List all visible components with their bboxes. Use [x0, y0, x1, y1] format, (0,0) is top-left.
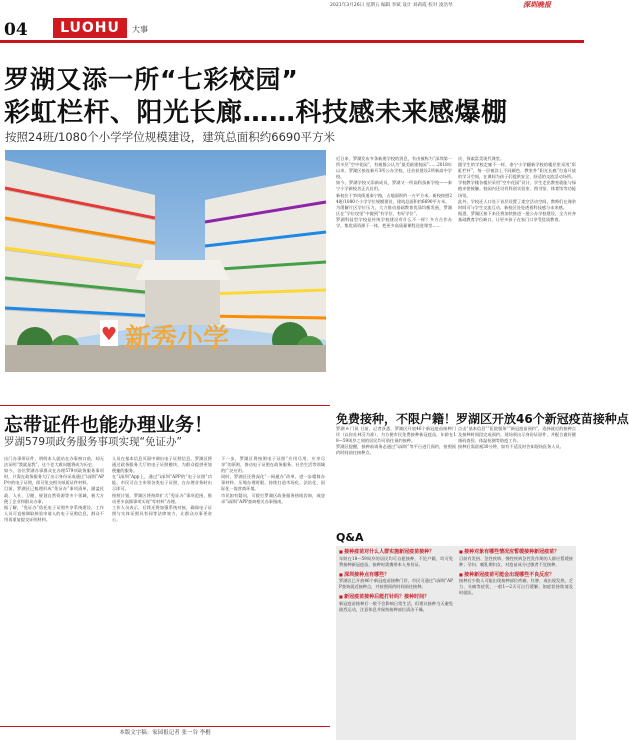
paragraph: 市民如有疑问，可拨打罗湖区政务服务热线咨询，或登录“i深圳”APP查询相关办事指南。 [221, 492, 325, 504]
article3-column-2 [458, 426, 576, 516]
paragraph: 新校位于笋岗街道泰宁路，占地面积约一万平方米。新校按照24班/1080个小学学位规模建设，建筑总面积约6690平方米。 [336, 192, 452, 204]
headline-subtitle: 按照24班/1080个小学学位规模建设，建筑总面积约6690平方米 [5, 130, 336, 144]
headline-line-1: 罗湖又添一所“七彩校园” [4, 65, 299, 94]
section-divider [0, 405, 330, 406]
paragraph: 为缓解片区学位压力，大力推动基础教育优质均衡发展，罗湖区在“学位攻坚”中做到“有学位、有好学位”。 [336, 204, 452, 216]
qa-label: Q&A [336, 531, 364, 544]
paragraph: 跟学生的学校走廊不一样，泰宁小学翻新学校的楼层里采用“彩虹栏杆”，每一层被涂上不同颜色，教室外“阳光长廊”打造开放的学习空间，在课间为孩子们提供安全、舒适的交流活动场所。 [458, 162, 576, 180]
date-line: 2021年3月26日 星期五 编辑 李斌 设计 刘莉霞 校对 凌浩琴 [330, 3, 453, 8]
paragraph: 接种后需留观30分钟，如有不适及时告知现场医务人员。 [458, 444, 564, 450]
headline-line-2: 彩虹栏杆、阳光长廊……科技感未来感爆棚 [4, 98, 508, 128]
qa-question: ■ 接种疫苗对什么人群实施新冠疫苗接种？ [339, 549, 453, 556]
article2-column-1 [4, 456, 104, 726]
paragraph: 此外，学校还人口处于首层设置了架空活动空间，教师们在课余时间可与学生交流互动，新校区处处透着科技感与未来感。 [458, 198, 576, 210]
qa-question: ■ 深圳接种点有哪些？ [339, 572, 453, 579]
paragraph: 目前，罗湖区已梳理形成“免证办”事项清单，涵盖民政、人社、卫健、规划自然资源等多个领域，极大方便了企业和群众办事。 [4, 486, 104, 504]
paragraph: 罗湖 e 门讯 日前，记者获悉，罗湖区开放46个新冠疫苗接种门诊（以你社林芬为准），为方便市民免费接种新冠疫苗，年龄在18—59周岁之间的居民均可前往预约接种。 [336, 426, 456, 444]
article2-subtitle: 罗湖579项政务服务事项实现“免证办” [4, 436, 182, 448]
paragraph: 工作人员表示，后续还将加强系统对接，确保电子证照与实体证照具有同等法律效力，让群众办事更省心。 [112, 504, 212, 522]
paragraph: 罗湖科技型学校是传统学校建设有什么不一样？多方合作办学，集优质资源于一体，把更多高质量课程送进课堂…… [336, 216, 452, 229]
qa-question: ■ 接种对象有哪些情况应暂缓接种新冠疫苗？ [459, 549, 573, 556]
page-number: 04 [4, 20, 28, 40]
paragraph: 如今，罗湖学校又添新成员，罗湖又一所高科技新学校——泰宁小学新校舍正式启用。 [336, 180, 452, 192]
paragraph: 学校教学楼各楼层采用“空中花园”设计，学生走出教室就能与绿植亲密接触。校园内还设有科创实验室、图书馆、体育馆等功能场馆。 [458, 180, 576, 198]
paragraph: 按照计划，罗湖区将持续扩大“免证办”事项范围，推动更多高频事项实现“零材料”办理。 [112, 492, 212, 504]
paragraph: 点击“基本信息”“医院服务”“新冠疫苗预约”，选择就近的接种点及接种时间段完成预约。现场须出示身份证原件，并配合做好健康码查验、体温检测等防疫工作。 [458, 426, 576, 444]
qa-answer: 目前有发热、急性疾病、慢性疾病急性发作期的人群应暂缓接种；孕妇、哺乳期妇女、对疫苗成分过敏者不宜接种。 [459, 555, 573, 567]
section-brand: LUOHU [53, 18, 127, 38]
article1-column-1 [336, 156, 452, 400]
paper-name: 深圳晚报 [523, 1, 551, 9]
byline: 本版文字稿：家园报记者 张一谷 李楷 [0, 726, 330, 741]
article2-title: 忘带证件也能办理业务！ [4, 414, 214, 436]
section-label: 大事 [132, 25, 148, 34]
svg-text:♥: ♥ [100, 324, 118, 345]
qa-answer: 年龄在18—59周岁的居民均可自愿接种，不论户籍，均可免费接种新冠疫苗，接种时需携带本人身份证。 [339, 555, 453, 567]
school-photo [5, 150, 326, 372]
article2-column-2 [112, 456, 212, 726]
article3-title: 免费接种，不限户籍！罗湖区开放46个新冠疫苗接种点 [336, 412, 629, 426]
school-building-illustration [5, 150, 326, 372]
paragraph: 罗湖区提醒，接种前请务必通过“i深圳”等平台进行预约，按照预约时间前往接种点。 [336, 444, 456, 456]
paragraph: 同时，罗湖区还将深化“一网通办”改革，进一步精简办事材料、压缩办理时限，持续打造市场化、法治化、国际化一流营商环境。 [221, 474, 325, 492]
paragraph: 近日来，罗湖发布多条新建学校的消息，有由被称为“深圳第一所多层“空中花园”，有被都公认为“最美新建校园”……2018年以来，罗湖区接连新开3所公办学校，还首获建设2所新高中学校。 [336, 156, 452, 180]
paragraph: 据了解，“免证办”依托电子证照共享系统建设，工作人员可直接调取核验申请人的电子证照信息，群众不用再重复提交证明材料。 [4, 504, 104, 522]
paragraph: 人员在基本信息页面中调出电子证照信息，罗湖区将通过政务服务大厅的电子证照模块，为群众提供更加便捷的服务。 [112, 456, 212, 474]
paragraph: 下一步，罗湖区将按照电子证照“应用尽用、应享尽享”的原则，推动电子证照在政务服务、社会生活等领域的广泛应用。 [221, 456, 325, 474]
paragraph: 如今，各位罗湖办事群众在办理579项政务服务事项时，只需在政务服务大厅出示身份证或通过“i深圳”APP中的电子证照，即可免交相关纸质证件材料。 [4, 468, 104, 486]
qa-question: ■ 新冠疫苗接种后能打针吗？接种时间？ [339, 594, 453, 601]
paragraph: 在“i深圳”App上，通过“i深圳”APP的“电子证照”功能，市民可自主申领各类电子证照，在办理业务时出示即可。 [112, 474, 212, 492]
qa-box [336, 546, 576, 740]
qa-column-1 [339, 548, 453, 613]
qa-column-2 [459, 548, 573, 596]
paragraph: 出门办事带证件，明明本人就站在办事窗口前，却无法证明“我就是我”。这个老大难问题将成为历史。 [4, 456, 104, 468]
photo-sign-text: 新秀小学 [124, 324, 230, 354]
article3-column-1 [336, 426, 456, 516]
qa-answer: 接种后少数人可能出现接种部位疼痛、红肿，或出现发热、乏力、头痛等症状，一般1—2天可自行缓解，如症状持续请及时就医。 [459, 578, 573, 595]
article2-column-3 [221, 456, 325, 726]
paragraph: 据悉，罗湖区接下来还将加快推进一批公办学校建设，全力补齐基础教育学位缺口，让更多孩子在家门口享受优质教育。 [458, 210, 576, 222]
qa-answer: 罗湖区已开放46个新冠疫苗接种门诊，市民可通过“i深圳”APP查询就近接种点，并按照预约时间前往接种。 [339, 578, 453, 589]
article1-column-2 [458, 156, 576, 400]
header-rule [0, 40, 584, 43]
paragraph: 庆、探索富美现代课堂。 [458, 156, 505, 161]
qa-answer: 新冠疫苗接种后一般不会影响日常生活，但建议接种当天避免剧烈运动，注意休息并保持接种部位清洁干燥。 [339, 600, 453, 612]
qa-question: ■ 接种新冠疫苗可能会出现哪些不良反应？ [459, 572, 573, 579]
